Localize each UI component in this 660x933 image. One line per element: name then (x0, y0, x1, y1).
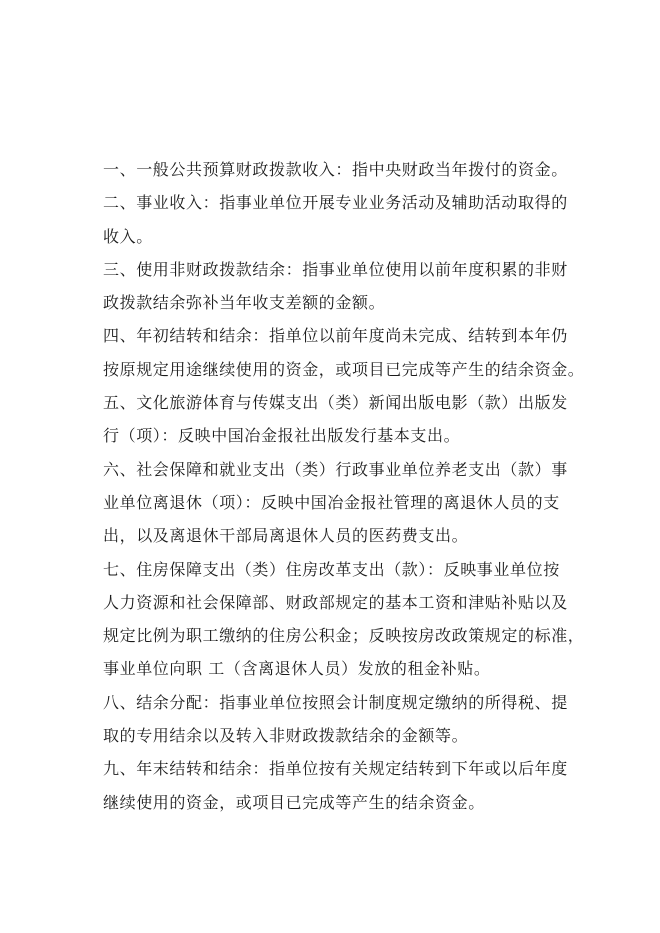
text-line: 九、年末结转和结余：指单位按有关规定结转到下年或以后年度 (103, 759, 568, 779)
text-line: 业单位离退休（项）：反映中国冶金报社管理的离退休人员的支 (103, 492, 560, 512)
definitions-text (103, 153, 585, 819)
text-line: 四、年初结转和结余：指单位以前年度尚未完成、结转到本年仍 (103, 326, 568, 346)
text-line: 事业单位向职 工（含离退休人员）发放的租金补贴。 (103, 659, 491, 679)
text-line: 八、结余分配：指事业单位按照会计制度规定缴纳的所得税、提 (103, 692, 568, 712)
text-line: 七、住房保障支出（类）住房改革支出（款）：反映事业单位按 (103, 559, 560, 579)
text-line: 行（项）：反映中国冶金报社出版发行基本支出。 (103, 426, 461, 446)
text-line: 收入。 (103, 226, 153, 246)
text-line: 政拨款结余弥补当年收支差额的金额。 (103, 293, 386, 313)
text-line: 五、文化旅游体育与传媒支出（类）新闻出版电影（款）出版发 (103, 393, 568, 413)
text-line: 出，以及离退休干部局离退休人员的医药费支出。 (103, 526, 469, 546)
text-line: 取的专用结余以及转入非财政拨款结余的金额等。 (103, 726, 469, 746)
text-line: 规定比例为职工缴纳的住房公积金；反映按房改政策规定的标准， (103, 626, 585, 646)
text-line: 按原规定用途继续使用的资金，或项目已完成等产生的结余资金。 (103, 359, 585, 379)
text-line: 一、一般公共预算财政拨款收入：指中央财政当年拨付的资金。 (103, 160, 568, 179)
text-line: 人力资源和社会保障部、财政部规定的基本工资和津贴补贴以及 (103, 592, 568, 612)
text-line: 三、使用非财政拨款结余：指事业单位使用以前年度积累的非财 (103, 259, 568, 279)
text-line: 继续使用的资金，或项目已完成等产生的结余资金。 (103, 792, 485, 812)
text-line: 六、社会保障和就业支出（类）行政事业单位养老支出（款）事 (103, 459, 568, 479)
text-line: 二、事业收入：指事业单位开展专业业务活动及辅助活动取得的 (103, 193, 568, 213)
